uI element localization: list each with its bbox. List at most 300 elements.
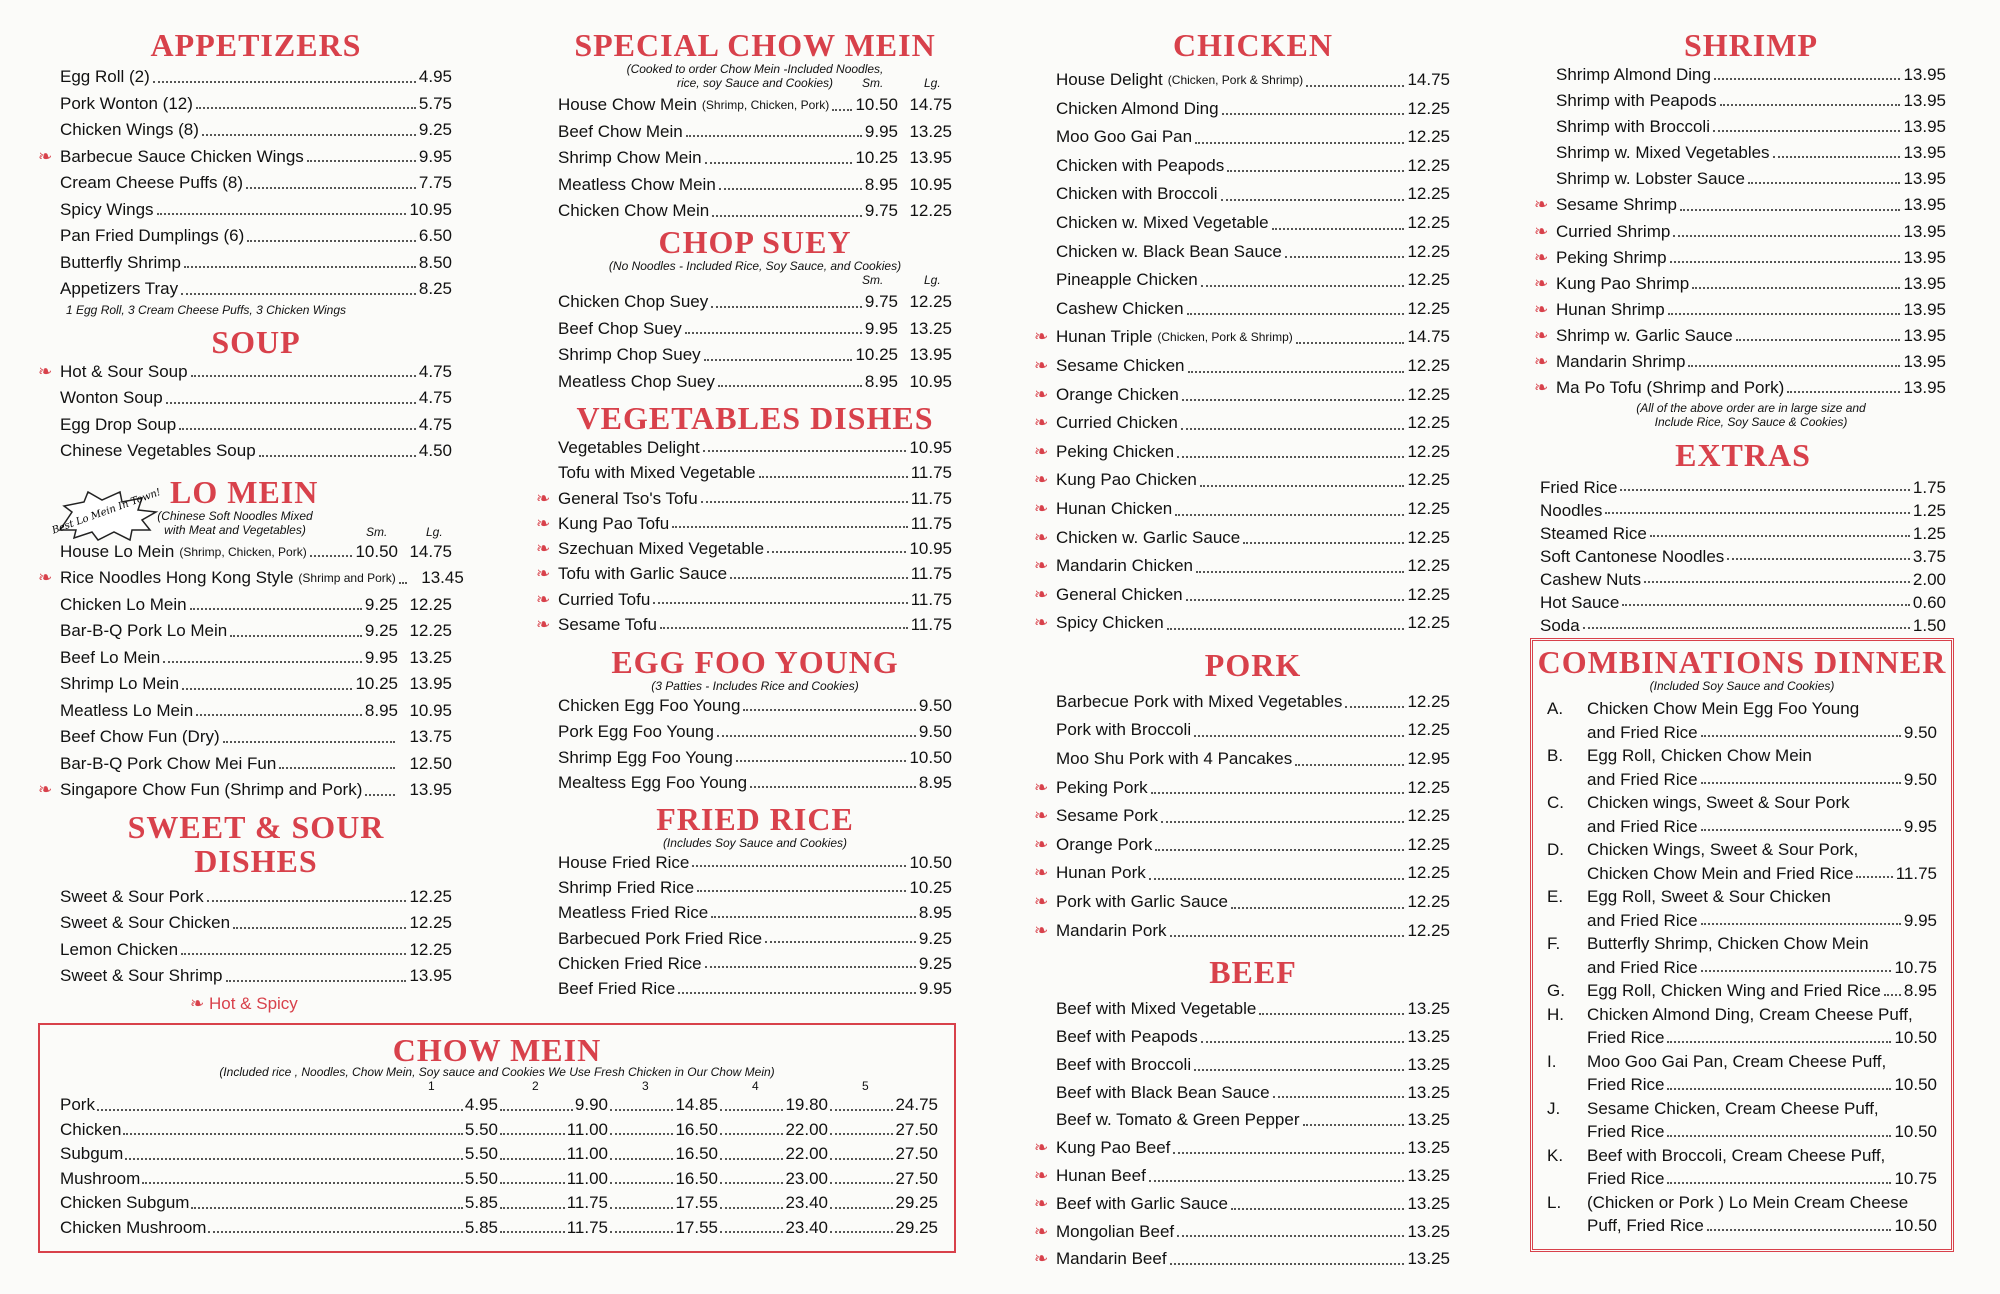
dot-leader [1303, 1124, 1405, 1126]
menu-item [60, 276, 452, 303]
combination-item [1547, 697, 1937, 744]
menu-item [38, 565, 464, 592]
menu-item [1034, 323, 1450, 352]
menu-item-name: Chinese Vegetables Soup [60, 441, 256, 460]
chow-mein-price-cell [828, 1093, 938, 1118]
dot-leader [1622, 604, 1910, 606]
menu-item-price: 11.75 [910, 513, 952, 533]
menu-item [60, 884, 452, 911]
menu-item-name: Shrimp Chow Mein [558, 148, 702, 167]
menu-item-name: Barbecued Pork Fried Rice [558, 928, 763, 948]
menu-item-name: Chicken w. Mixed Vegetable [1056, 212, 1269, 232]
menu-item [60, 618, 452, 645]
menu-item-price: 4.75 [418, 414, 452, 434]
dot-leader [1200, 485, 1405, 487]
menu-item-name: Hunan Pork [1056, 863, 1146, 883]
dot-leader [1583, 627, 1910, 629]
egg-foo-young-title: EGG FOO YOUNG [611, 644, 899, 681]
combination-line-1: Sesame Chicken, Cream Cheese Puff, [1587, 1098, 1879, 1118]
menu-item-name: Kung Pao Chicken [1056, 470, 1197, 490]
dot-leader [1161, 821, 1404, 823]
menu-item-price: 13.95 [1903, 221, 1946, 241]
sweet-sour-list [60, 884, 452, 990]
combination-item [1547, 838, 1937, 885]
menu-item-name: Shrimp Chop Suey [558, 345, 701, 364]
menu-item [60, 91, 452, 118]
menu-item-price: 12.25 [1407, 441, 1450, 461]
combination-letter: L. [1547, 1192, 1562, 1212]
menu-item-price: 12.25 [1407, 834, 1450, 854]
combination-price: 9.95 [1903, 910, 1937, 930]
chow-mein-price-cell [498, 1142, 608, 1167]
combination-letter: K. [1547, 1145, 1564, 1165]
menu-item-price: 10.95 [409, 199, 452, 219]
combination-letter: C. [1547, 793, 1564, 812]
chow-mein-price: 11.00 [566, 1168, 608, 1188]
chow-mein-price: 23.40 [785, 1217, 828, 1237]
combination-line-1: Moo Goo Gai Pan, Cream Cheese Puff, [1587, 1051, 1887, 1071]
menu-item [558, 342, 952, 369]
menu-item [60, 170, 452, 197]
menu-item-price-small: 10.50 [355, 541, 398, 561]
menu-item [558, 145, 952, 172]
chili-pepper-icon: ❧ [1034, 470, 1049, 490]
dot-leader [705, 966, 916, 968]
menu-item [558, 770, 952, 796]
column-3 [1034, 27, 1450, 1273]
lo-mein-title: LO MEIN [170, 473, 319, 510]
menu-item [1034, 352, 1450, 381]
menu-item-price: 12.25 [1407, 270, 1450, 290]
combination-line-1: Beef with Broccoli, Cream Cheese Puff, [1587, 1145, 1886, 1165]
combination-line-2: Chicken Chow Mein and Fried Rice [1587, 863, 1854, 883]
dot-leader [712, 215, 862, 217]
menu-item-price-large: 13.95 [409, 674, 452, 693]
menu-item-price: 13.25 [1407, 999, 1450, 1019]
menu-item [1556, 114, 1946, 140]
menu-item-price-large: 13.45 [421, 568, 464, 587]
dot-leader [310, 555, 353, 557]
dot-leader [1182, 399, 1405, 401]
combination-line [1547, 956, 1937, 980]
dot-leader [1195, 142, 1404, 144]
menu-item-price: 13.95 [1903, 299, 1946, 319]
chow-mein-price: 11.75 [566, 1217, 608, 1237]
menu-item-price: 13.95 [1903, 143, 1946, 163]
combination-line-2: Fried Rice [1587, 1028, 1665, 1047]
pork-list [1034, 688, 1450, 945]
dot-leader [750, 786, 916, 788]
menu-item [558, 900, 952, 925]
menu-item-price: 12.25 [1407, 556, 1450, 576]
menu-item-price: 12.25 [1407, 298, 1450, 318]
chili-pepper-icon: ❧ [1534, 247, 1549, 267]
dot-leader [711, 306, 862, 308]
dot-leader [307, 160, 416, 162]
menu-item-name: Meatless Fried Rice [558, 903, 709, 923]
chili-pepper-icon: ❧ [1034, 441, 1049, 461]
chili-pepper-icon: ❧ [1034, 556, 1049, 576]
menu-item-name: Shrimp w. Garlic Sauce [1556, 325, 1733, 345]
menu-item-name: Sesame Tofu [558, 615, 657, 635]
combination-price: 10.75 [1894, 1169, 1937, 1188]
menu-item-price: 12.25 [1407, 384, 1450, 404]
dot-leader [181, 293, 416, 295]
combination-desc [1587, 838, 1937, 862]
dot-leader [1673, 235, 1900, 237]
menu-item-name: Hunan Chicken [1056, 498, 1173, 518]
menu-item-name: Pork with Broccoli [1056, 720, 1192, 740]
combination-line [1547, 1073, 1937, 1097]
dot-leader [1713, 130, 1900, 132]
dot-leader [1149, 1180, 1405, 1182]
combination-line-2: Fried Rice [1587, 1122, 1665, 1141]
chow-mein-price-cell [608, 1118, 718, 1143]
menu-item-name: Singapore Chow Fun (Shrimp and Pork) [60, 780, 363, 799]
menu-item-name: Peking Chicken [1056, 441, 1175, 461]
dot-leader [223, 741, 395, 743]
dot-leader [830, 1158, 893, 1160]
menu-item [1034, 774, 1450, 803]
appetizers-title: APPETIZERS [150, 27, 362, 63]
menu-item [60, 412, 452, 439]
menu-item [60, 671, 452, 698]
menu-item-price-small: 9.25 [364, 594, 398, 614]
dot-leader [830, 1133, 893, 1135]
dot-leader [97, 1109, 463, 1111]
combination-desc [1587, 932, 1937, 956]
combination-price: 8.95 [1903, 981, 1937, 1000]
chili-pepper-icon: ❧ [1034, 413, 1049, 433]
menu-item [1056, 745, 1450, 774]
dot-leader [1196, 571, 1404, 573]
chili-pepper-icon: ❧ [536, 488, 551, 508]
combination-desc [1587, 1026, 1937, 1050]
menu-item-price-small: 10.25 [855, 148, 898, 167]
menu-item-price: 12.25 [1407, 777, 1450, 797]
dot-leader [1177, 456, 1404, 458]
menu-item-price: 12.25 [1407, 691, 1450, 711]
menu-item [60, 698, 452, 725]
menu-item-price: 12.25 [1407, 498, 1450, 518]
menu-item-price: 12.25 [1407, 241, 1450, 261]
combination-line [1547, 1144, 1937, 1168]
menu-item [1034, 859, 1450, 888]
menu-item-price: 12.25 [1407, 470, 1450, 490]
dot-leader [1707, 1229, 1892, 1231]
dot-leader [720, 1207, 783, 1209]
chili-pepper-icon: ❧ [38, 568, 53, 587]
menu-item [1056, 688, 1450, 717]
dot-leader [1701, 829, 1901, 831]
menu-item-price: 13.95 [1903, 325, 1946, 345]
dot-leader [672, 526, 907, 528]
combination-item [1547, 932, 1937, 979]
combination-spacer [1547, 909, 1587, 933]
menu-item-name: Soda [1540, 616, 1580, 635]
menu-item-name: Steamed Rice [1540, 524, 1647, 543]
menu-item-price: 10.95 [909, 539, 952, 559]
chow-mein-price: 22.00 [785, 1119, 828, 1139]
chop-suey-title: CHOP SUEY [658, 224, 852, 260]
menu-item [558, 198, 952, 225]
chow-mein-price-cell [828, 1142, 938, 1167]
menu-item-name: Moo Shu Pork with 4 Pancakes [1056, 749, 1293, 769]
badge-text: Best Lo Mein In Town! [50, 486, 163, 537]
dot-leader [125, 1158, 463, 1160]
extras-section [1540, 438, 1946, 637]
menu-item [1056, 266, 1450, 295]
menu-item-name: Vegetables Delight [558, 438, 700, 457]
combination-line [1547, 1050, 1937, 1074]
menu-item-name: Mandarin Beef [1056, 1249, 1167, 1269]
menu-item-price-large: 13.95 [909, 345, 952, 364]
chili-pepper-icon: ❧ [1534, 352, 1549, 372]
menu-item-name: House Lo Mein [60, 541, 175, 561]
chow-mein-size-label: 3 [642, 1079, 649, 1093]
special-chow-mein-subtitle-row [558, 76, 952, 92]
menu-item [558, 289, 952, 316]
chili-pepper-icon: ❧ [1034, 527, 1049, 547]
menu-item [1034, 409, 1450, 438]
menu-item-name: Spicy Chicken [1056, 613, 1164, 633]
dot-leader [1231, 1208, 1404, 1210]
menu-item [60, 438, 452, 465]
menu-item-name: Hot & Sour Soup [60, 361, 188, 381]
dot-leader [182, 688, 352, 690]
combination-desc [1587, 1214, 1937, 1238]
hot-spicy-label: Hot & Spicy [208, 994, 298, 1013]
menu-item-name: Pork with Garlic Sauce [1056, 892, 1228, 912]
combination-item [1547, 1003, 1937, 1050]
chow-mein-row-name: Chicken Mushroom [60, 1217, 207, 1237]
combination-item [1547, 791, 1937, 838]
menu-item [558, 693, 952, 719]
dot-leader [1688, 365, 1900, 367]
dot-leader [1667, 1182, 1891, 1184]
dot-leader [736, 760, 907, 762]
menu-item-price-large: 13.75 [409, 727, 452, 746]
menu-item [1056, 716, 1450, 745]
combination-price: 10.50 [1894, 1122, 1937, 1141]
combination-line [1547, 791, 1937, 815]
menu-item [1034, 1134, 1450, 1162]
combination-line-2: Fried Rice [1587, 1075, 1665, 1094]
chow-mein-size-label: 4 [752, 1079, 759, 1093]
fried-rice-list [558, 850, 952, 1002]
combination-line-1: Chicken Wings, Sweet & Sour Pork, [1587, 840, 1859, 859]
menu-item-price-large: 13.95 [409, 780, 452, 799]
dot-leader [1295, 764, 1404, 766]
menu-item-price: 4.95 [418, 67, 452, 86]
chop-suey-sm-label: Sm. [862, 273, 884, 287]
menu-item-price-large: 10.95 [409, 700, 452, 720]
menu-item-price: 14.75 [1407, 327, 1450, 347]
menu-item [536, 612, 952, 637]
menu-item-name: Chicken Almond Ding [1056, 98, 1219, 118]
dot-leader [1155, 849, 1404, 851]
menu-item-name: Shrimp with Peapods [1556, 91, 1717, 111]
chow-mein-row-name: Chicken [60, 1119, 122, 1139]
menu-item [60, 592, 452, 619]
menu-item-name: Moo Goo Gai Pan [1056, 127, 1193, 147]
chili-pepper-icon: ❧ [38, 780, 53, 799]
combination-line [1547, 1097, 1937, 1121]
menu-item-price: 13.25 [1407, 1221, 1450, 1241]
dot-leader [692, 865, 906, 867]
menu-item [1534, 349, 1946, 375]
menu-item-name: Beef Chow Mein [558, 121, 683, 141]
dot-leader [1714, 78, 1900, 80]
combination-letter: G. [1547, 981, 1565, 1000]
chow-mein-price: 5.85 [464, 1193, 498, 1212]
menu-item [1056, 238, 1450, 267]
menu-item-price: 12.25 [1407, 806, 1450, 826]
chow-mein-price-cell [828, 1118, 938, 1143]
sweet-sour-title-line2: DISHES [194, 842, 318, 879]
combination-spacer [1547, 1026, 1587, 1050]
menu-item-name: Barbecue Sauce Chicken Wings [60, 146, 304, 166]
combination-desc [1587, 1050, 1937, 1074]
chow-mein-price: 16.50 [675, 1168, 718, 1188]
combination-price: 10.50 [1894, 1028, 1937, 1047]
menu-item-name: Cashew Nuts [1540, 570, 1642, 589]
menu-item [1034, 552, 1450, 581]
dot-leader [259, 455, 416, 457]
menu-item [558, 850, 952, 875]
menu-item-price: 13.25 [1407, 1082, 1450, 1102]
combination-desc [1587, 721, 1937, 745]
menu-item-name: Beef with Mixed Vegetable [1056, 999, 1257, 1019]
chow-mein-size-label: 5 [862, 1079, 869, 1093]
menu-item-name: Meatless Chow Mein [558, 174, 716, 194]
menu-item-name: Sweet & Sour Chicken [60, 913, 231, 932]
chop-suey-lg-label: Lg. [924, 273, 941, 287]
combination-line-1: Egg Roll, Chicken Wing and Fried Rice [1587, 981, 1881, 1000]
menu-item-price-large: 12.25 [909, 292, 952, 311]
menu-item-price: 12.25 [409, 886, 452, 906]
dot-leader [1243, 542, 1404, 544]
menu-item-price-large: 12.25 [409, 621, 452, 640]
menu-item [38, 359, 452, 386]
lo-mein-lg-label: Lg. [426, 524, 443, 539]
combination-price: 10.75 [1894, 957, 1937, 977]
menu-item [1534, 219, 1946, 245]
chow-mein-row-name: Chicken Subgum [60, 1193, 190, 1212]
menu-item-name: Bar-B-Q Pork Lo Mein [60, 621, 228, 640]
menu-item-name: Appetizers Tray [60, 279, 179, 298]
menu-item-name: Szechuan Mixed Vegetable [558, 539, 765, 559]
menu-item-price: 12.25 [1407, 920, 1450, 940]
chow-mein-price-cell [608, 1167, 718, 1192]
menu-item-price: 13.95 [1903, 65, 1946, 84]
menu-item-name: Sweet & Sour Shrimp [60, 966, 223, 985]
chow-mein-price-cell [718, 1216, 828, 1241]
combination-line [1547, 1167, 1937, 1191]
dot-leader [166, 402, 416, 404]
chili-pepper-icon: ❧ [536, 513, 551, 533]
combination-letter: B. [1547, 746, 1564, 765]
menu-item [1056, 95, 1450, 124]
menu-item-price: 6.50 [418, 226, 452, 245]
chicken-list [1034, 66, 1450, 638]
dot-leader [1273, 1096, 1405, 1098]
dot-leader [1667, 1041, 1891, 1043]
menu-item-price-small: 9.25 [364, 621, 398, 640]
menu-item-name: Kung Pao Tofu [558, 513, 670, 533]
combination-line-1: Egg Roll, Sweet & Sour Chicken [1587, 887, 1831, 906]
chili-pepper-icon: ❧ [1534, 299, 1549, 319]
dot-leader [1296, 342, 1405, 344]
menu-item [1540, 476, 1946, 499]
menu-item [536, 587, 952, 612]
combination-item [1547, 979, 1937, 1003]
menu-item-price: 13.95 [1903, 169, 1946, 189]
combination-spacer [1547, 1120, 1587, 1144]
menu-item-price: 13.25 [1407, 1166, 1450, 1185]
dot-leader [610, 1231, 673, 1233]
menu-item-name: Chicken Egg Foo Young [558, 696, 741, 716]
menu-item [1034, 831, 1450, 860]
dot-leader [703, 450, 907, 452]
menu-item-price: 12.95 [1407, 749, 1450, 769]
combinations-list [1547, 697, 1937, 1238]
chili-pepper-icon: ❧ [536, 615, 551, 635]
menu-item-name: Pineapple Chicken [1056, 270, 1198, 290]
menu-item-name: Chicken with Peapods [1056, 155, 1225, 175]
menu-item-price-large: 13.95 [909, 148, 952, 167]
menu-item [558, 460, 952, 485]
chow-mein-price: 27.50 [895, 1144, 938, 1163]
menu-item-price: 13.25 [1407, 1249, 1450, 1269]
chili-pepper-icon: ❧ [1034, 498, 1049, 518]
chili-pepper-icon: ❧ [536, 589, 551, 609]
dot-leader [207, 900, 407, 902]
menu-item [1540, 522, 1946, 545]
menu-item-name: Beef w. Tomato & Green Pepper [1056, 1110, 1300, 1130]
dot-leader [190, 608, 362, 610]
hot-spicy-legend [190, 994, 298, 1014]
chili-pepper-icon: ❧ [1034, 355, 1049, 375]
menu-item-note: (Chicken, Pork & Shrimp) [1167, 73, 1304, 87]
combination-desc [1587, 862, 1937, 886]
combination-item [1547, 1191, 1937, 1238]
combination-line [1547, 1214, 1937, 1238]
menu-item-name: Shrimp Almond Ding [1556, 65, 1711, 84]
dot-leader [157, 213, 407, 215]
chow-mein-price: 9.90 [574, 1095, 608, 1114]
menu-item-name: Soft Cantonese Noodles [1540, 547, 1725, 566]
chili-pepper-icon: ❧ [38, 146, 53, 166]
menu-item-name: Chicken with Broccoli [1056, 184, 1218, 204]
dot-leader [1884, 994, 1901, 996]
combination-price: 10.50 [1894, 1075, 1937, 1094]
menu-item-name: Wonton Soup [60, 388, 163, 407]
dot-leader [1149, 878, 1405, 880]
dot-leader [1701, 970, 1892, 972]
menu-item-price: 4.75 [418, 388, 452, 407]
menu-item [1034, 438, 1450, 467]
dot-leader [1173, 1152, 1404, 1154]
combination-item [1547, 1144, 1937, 1191]
chili-pepper-icon: ❧ [1034, 584, 1049, 604]
menu-item-name: Tofu with Garlic Sauce [558, 564, 728, 584]
lo-mein-subtitle: (Chinese Soft Noodles Mixed with Meat and Vegetables) [157, 508, 313, 537]
dot-leader [142, 1182, 463, 1184]
menu-item-price: 2.00 [1912, 570, 1946, 589]
combination-line [1547, 721, 1937, 745]
chow-mein-price: 5.50 [464, 1168, 498, 1188]
